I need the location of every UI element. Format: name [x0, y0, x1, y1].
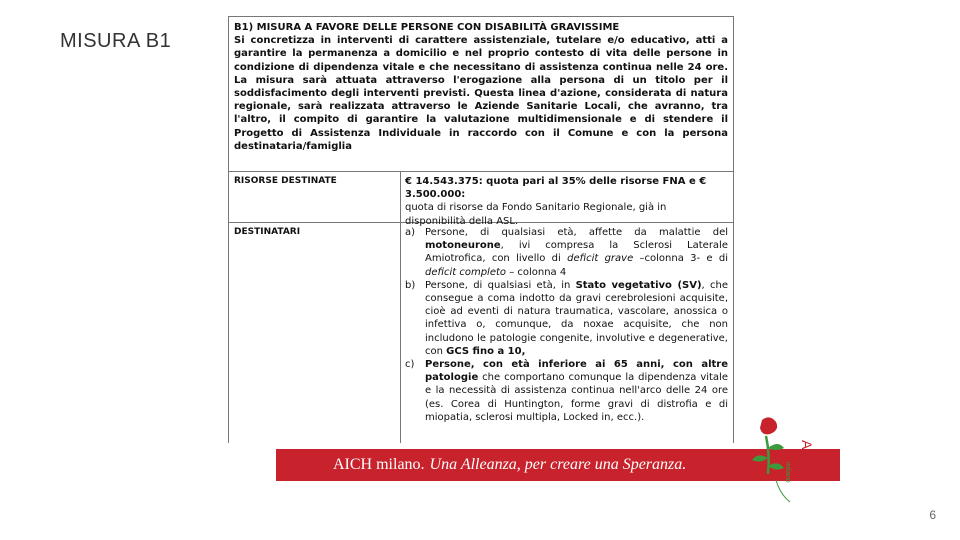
text-run: –colonna 3- e di: [633, 253, 729, 265]
logo-leaf-icon: [768, 444, 784, 450]
logo-heart-icon: [760, 417, 777, 434]
banner-org: AICH milano.: [333, 456, 425, 473]
text-run-italic: deficit grave: [567, 253, 634, 265]
recipients-label: DESTINATARI: [229, 223, 401, 443]
logo-name: AICH: [799, 440, 815, 474]
measure-heading: B1) MISURA A FAVORE DELLE PERSONE CON DISABILITÀ GRAVISSIME: [234, 22, 620, 33]
text-run-bold: motoneurone: [425, 240, 501, 252]
recipient-a-text: [425, 226, 728, 279]
recipient-c-text: [425, 358, 728, 424]
list-item: [405, 226, 728, 279]
text-run: , ivi compresa la Sclerosi Laterale Amiotrofica, con livello di: [425, 240, 728, 265]
list-marker: b): [405, 279, 416, 291]
page-number: 6: [929, 508, 936, 522]
resources-label: RISORSE DESTINATE: [229, 172, 401, 222]
banner-tagline: Una Alleanza, per creare una Speranza.: [429, 456, 687, 473]
aich-logo: [740, 414, 820, 514]
measure-intro: Si concretizza in interventi di carattere assistenziale, tutelare e/o educativo, atti a garantire la permanenza a domicilio e nel proprio contesto di vita delle persone in condizione di dipendenza vitale e che necessitano di assistenza continua nelle 24 ore. La misura sarà attuata attraverso l'erogazione alla persona di un titolo per il soddisfacimento degli interventi previsti. Questa linea d'azione, considerata di natura regionale, sarà realizzata attraverso le Aziende Sanitarie Locali, che avranno, tra l'altro, il compito di garantire la valutazione multidimensionale e di stendere il Progetto di Assistenza Individuale in raccordo con il Comune e con la persona destinataria/famiglia: [234, 35, 728, 152]
text-run-bold: GCS fino a 10,: [446, 345, 526, 357]
logo-stem-icon: [766, 436, 769, 474]
slide-title: MISURA B1: [60, 30, 172, 52]
document-excerpt: [228, 16, 734, 443]
list-item: [405, 279, 728, 358]
recipient-b-text: [425, 279, 728, 358]
text-run: Persone, di qualsiasi età, affette da malattie del: [425, 227, 728, 238]
recipients-list: [405, 226, 728, 424]
logo-leaf-icon: [768, 463, 784, 469]
logo-sub: milano: [784, 462, 791, 483]
text-run: che comportano comunque la dipendenza vitale e la necessità di assistenza continua nell'arco delle 24 ore (es. Corea di Huntington, forme gravi di distrofia e di miopatia, sclerosi multipla, Locked in, ecc.).: [425, 372, 728, 423]
text-run: , che conseguе a coma indotto da gravi cerebrolesioni acquisite, cioè ad eventi di natura traumatica, vascolare, anossica o infettiva o, comunque, da noxae acquisite, che non includono le patologie congenite, involutive e degenerative, con: [425, 279, 728, 357]
logo-leaf-icon: [752, 455, 768, 461]
measure-description: [229, 16, 733, 171]
text-run-italic: deficit completo: [425, 266, 507, 278]
list-marker: c): [405, 359, 415, 371]
recipients-row: [229, 222, 733, 443]
text-run: Persone, di qualsiasi età, in: [425, 279, 576, 291]
recipients-value: [401, 223, 733, 443]
text-run: – colonna 4: [506, 266, 567, 278]
logo-arc-icon: [776, 480, 790, 502]
text-run-bold: Stato vegetativo (SV): [575, 279, 702, 291]
list-marker: a): [405, 227, 416, 238]
resources-detail: quota di risorse da Fondo Sanitario Regionale, già in disponibilità della ASL.: [405, 202, 667, 227]
resources-row: [229, 171, 733, 227]
list-item: [405, 358, 728, 424]
resources-amount: € 14.543.375: quota pari al 35% delle risorse FNA e € 3.500.000:: [405, 176, 707, 201]
text-run-bold: Persone, con età inferiore ai 65 anni, con altre patologie: [425, 359, 728, 384]
resources-value: [401, 172, 733, 227]
